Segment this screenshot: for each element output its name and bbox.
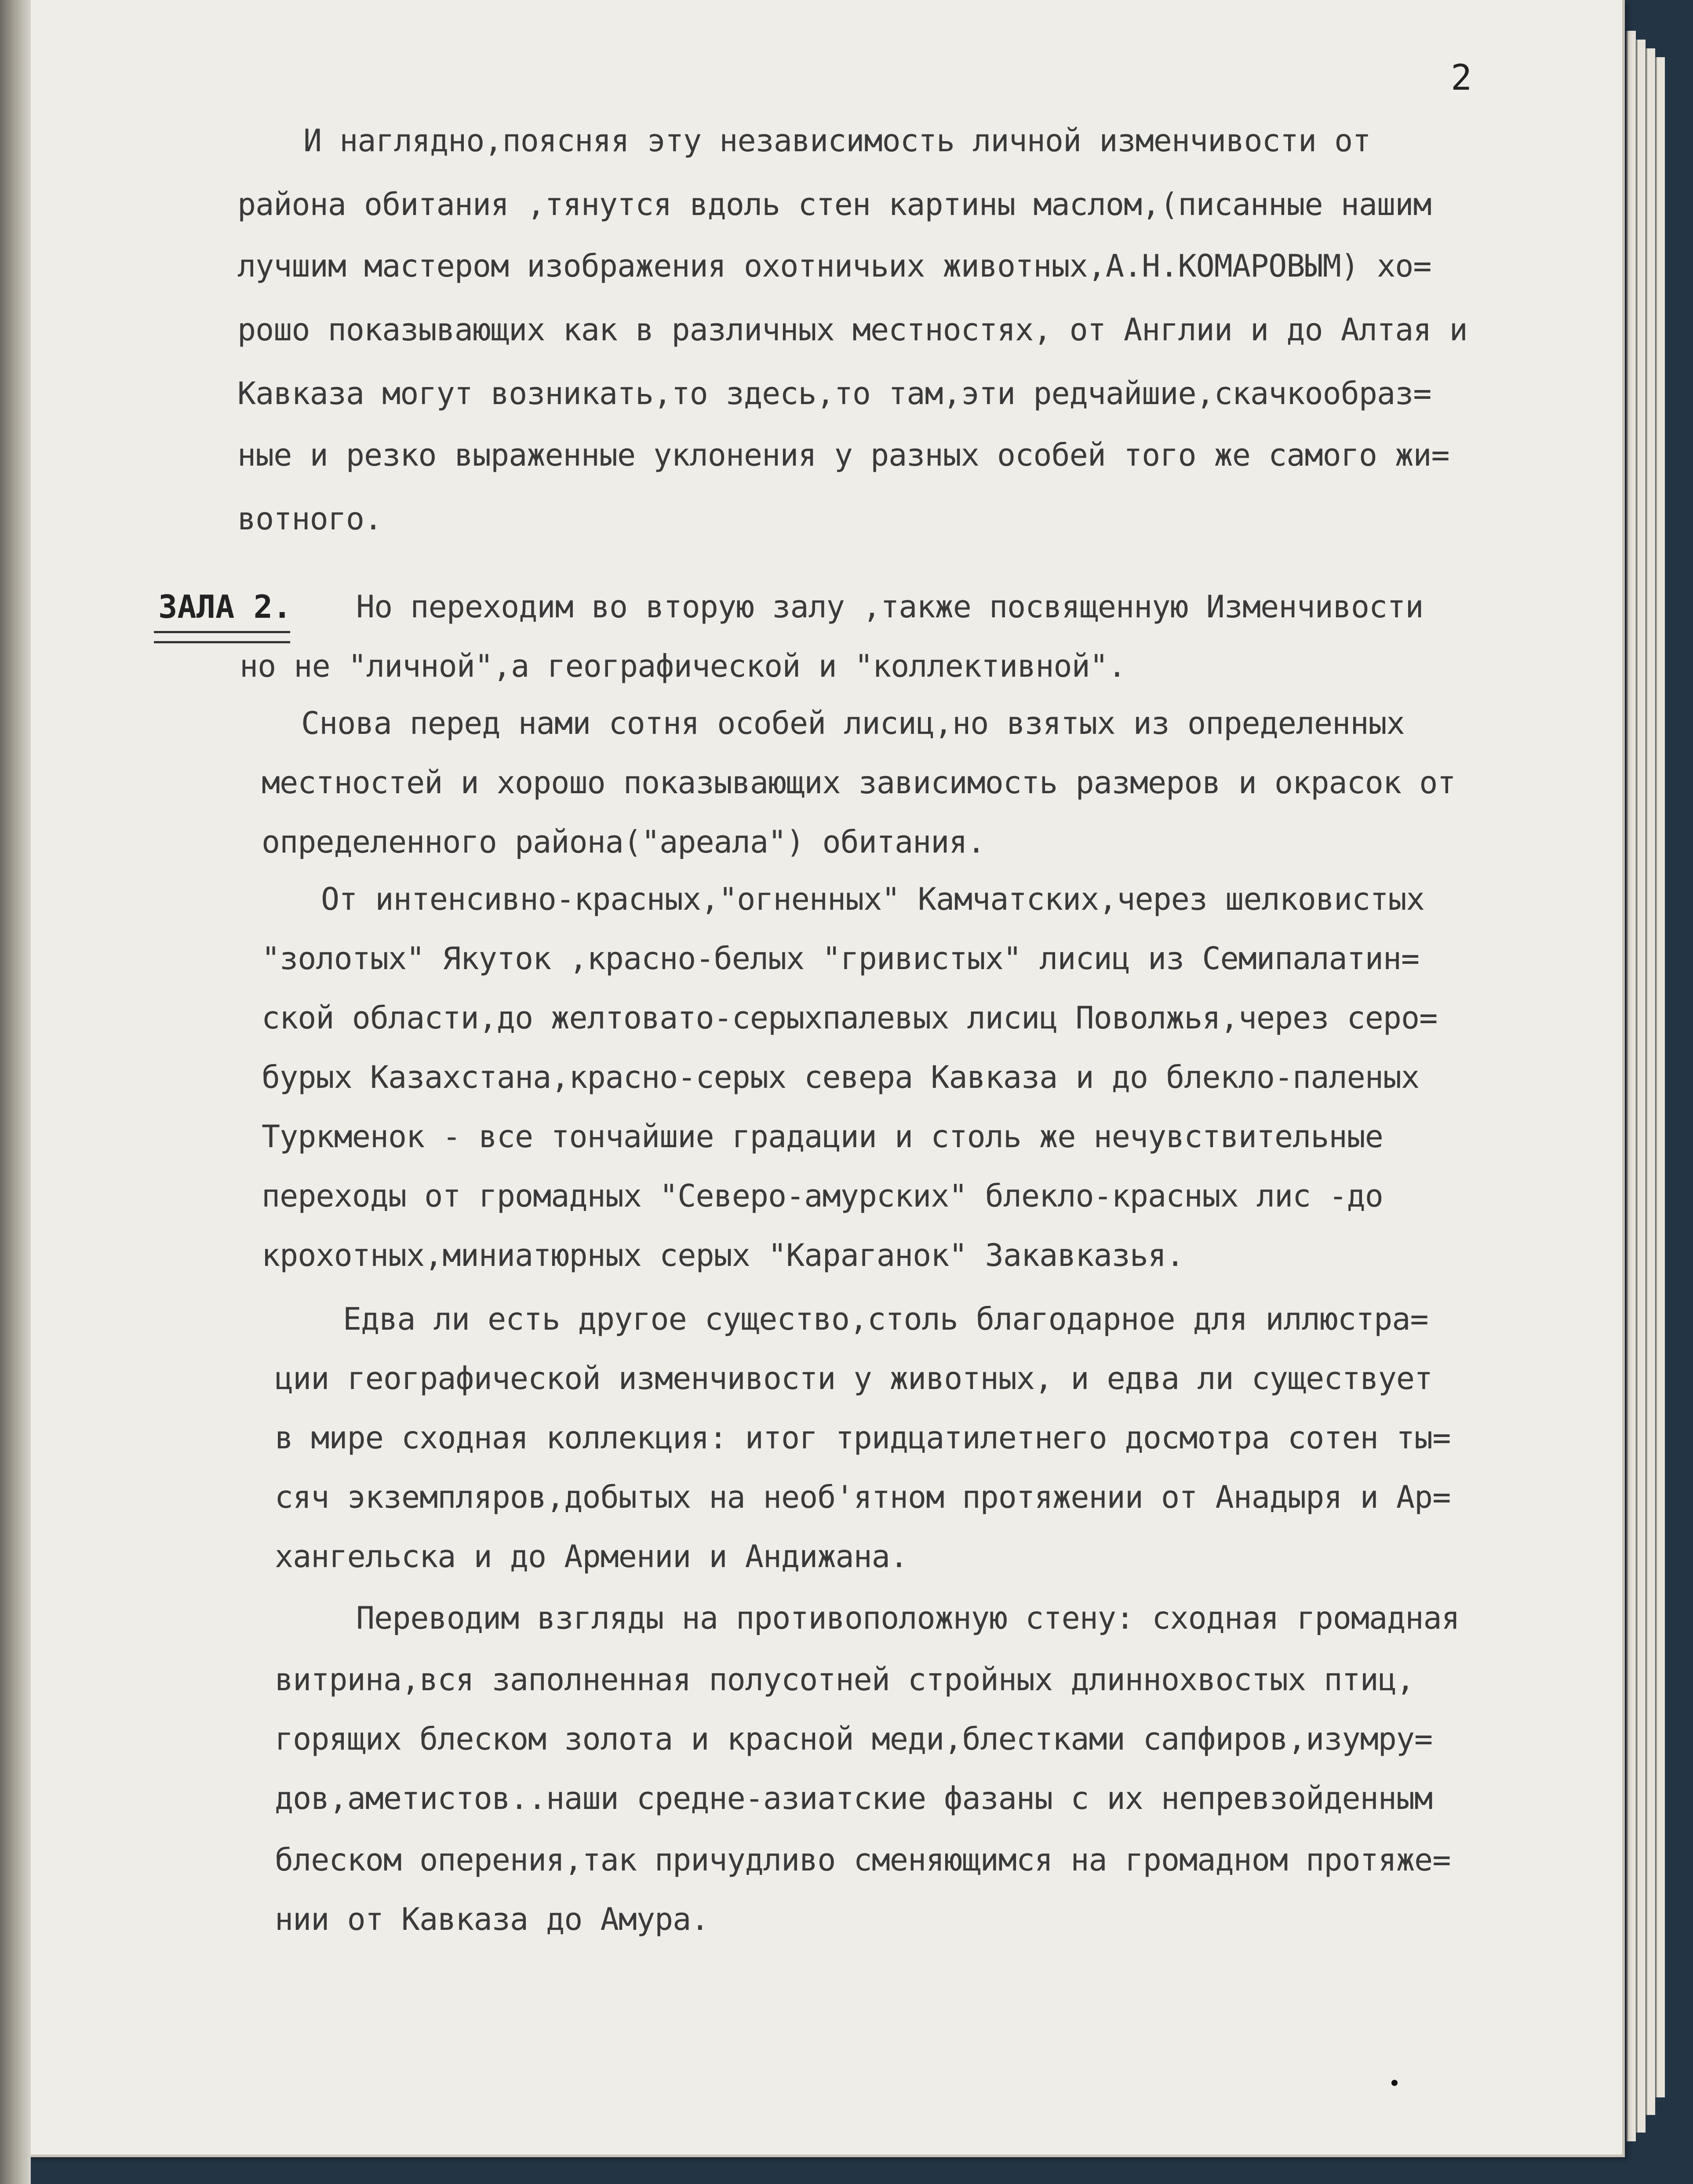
paper-stack-edge <box>1646 48 1655 2115</box>
text-line: Но переходим во вторую залу ,также посвященную Изменчивости <box>356 589 1424 625</box>
text-line: но не "личной",а географической и "коллективной". <box>240 648 1126 684</box>
text-line: нии от Кавказа до Амура. <box>275 1901 709 1937</box>
text-line: рошо показывающих как в различных местностях, от Англии и до Алтая и <box>237 312 1467 348</box>
text-line: хангельска и до Армении и Андижана. <box>275 1539 908 1575</box>
text-line: переходы от громадных "Северо-амурских" блекло-красных лис -до <box>262 1178 1383 1214</box>
text-line: Туркменок - все тончайшие градации и столь же нечувствительные <box>262 1119 1383 1155</box>
text-line: Едва ли есть другое существо,столь благодарное для иллюстра= <box>343 1301 1428 1337</box>
hall-label-double-underline <box>154 631 290 643</box>
text-line: вотного. <box>237 501 382 537</box>
text-line: блеском оперения,так причудливо сменяющимся на громадном протяже= <box>275 1842 1451 1878</box>
text-line: сяч экземпляров,добытых на необ'ятном протяжении от Анадыря и Ар= <box>275 1479 1451 1515</box>
text-line: "золотых" Якуток ,красно-белых "гривистых" лисиц из Семипалатин= <box>262 941 1420 977</box>
text-line: Снова перед нами сотня особей лисиц,но взятых из определенных <box>301 705 1405 741</box>
text-line: лучшим мастером изображения охотничьих животных,А.Н.КОМАРОВЫМ) хо= <box>237 248 1431 284</box>
text-line: Кавказа могут возникать,то здесь,то там,эти редчайшие,скачкообраз= <box>237 376 1431 412</box>
hall-label: ЗАЛА 2. <box>158 588 292 625</box>
page-binding-shadow <box>0 0 31 2184</box>
text-line: определенного района("ареала") обитания. <box>262 824 985 860</box>
text-line: От интенсивно-красных,"огненных" Камчатских,через шелковистых <box>321 881 1424 917</box>
text-line: дов,аметистов..наши средне-азиатские фазаны с их непревзойденным <box>275 1780 1433 1816</box>
text-line: ные и резко выраженные уклонения у разных особей того же самого жи= <box>237 437 1449 473</box>
text-line: крохотных,миниатюрных серых "Караганок" Закавказья. <box>262 1237 1184 1273</box>
text-line: И наглядно,поясняя эту независимость личной изменчивости от <box>303 123 1371 159</box>
text-line: местностей и хорошо показывающих зависимость размеров и окрасок от <box>262 765 1456 801</box>
text-line: витрина,вся заполненная полусотней стройных длиннохвостых птиц, <box>275 1662 1415 1698</box>
paper-stack-edge <box>1627 31 1636 2141</box>
text-line: в мире сходная коллекция: итог тридцатилетнего досмотра сотен ты= <box>275 1420 1451 1456</box>
page-number: 2 <box>1451 57 1472 98</box>
paper-stack-edge <box>1656 57 1665 2097</box>
text-line: бурых Казахстана,красно-серых севера Кавказа и до блекло-паленых <box>262 1059 1420 1095</box>
text-line: Переводим взгляды на противоположную стену: сходная громадная <box>356 1600 1460 1636</box>
text-line: района обитания ,тянутся вдоль стен картины маслом,(писанные нашим <box>237 186 1431 222</box>
text-line: ской области,до желтовато-серыхпалевых лисиц Поволжья,через серо= <box>262 1000 1438 1036</box>
text-line: ции географической изменчивости у животных, и едва ли существует <box>275 1360 1433 1396</box>
text-line: горящих блеском золота и красной меди,блестками сапфиров,изумру= <box>275 1721 1433 1757</box>
paper-stack-edge <box>1636 40 1646 2133</box>
ink-dot-mark <box>1391 2080 1398 2086</box>
